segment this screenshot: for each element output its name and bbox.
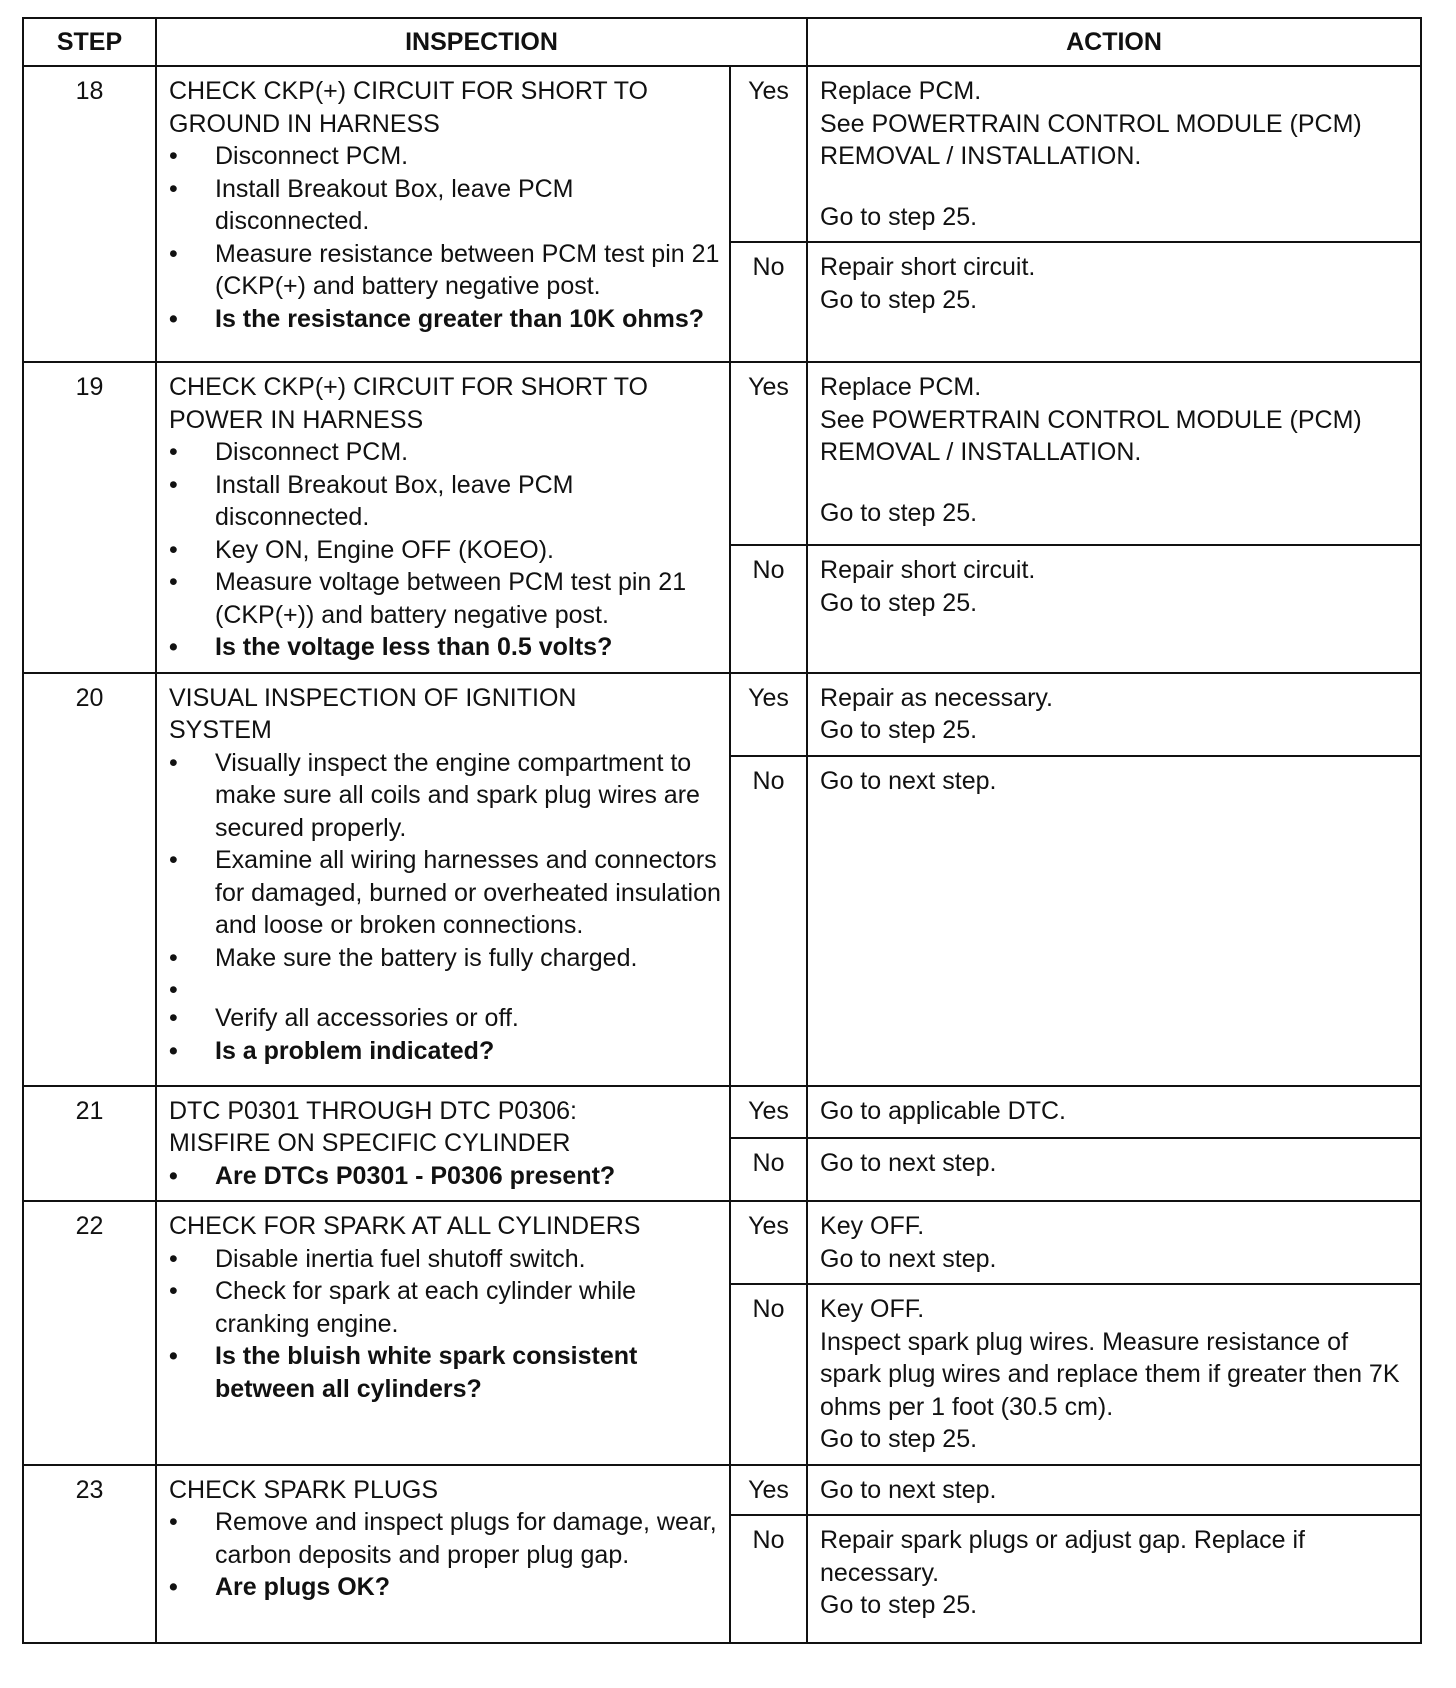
action-yes <box>807 1201 1421 1284</box>
action-line: Go to next step. <box>820 766 997 795</box>
step-18-block <box>23 66 1421 362</box>
inspection-bullet: • Remove and inspect plugs for damage, wear, carbon deposits and proper plug gap. <box>169 1506 723 1571</box>
header-step: STEP <box>23 18 156 66</box>
step-21-block <box>23 1086 1421 1202</box>
action-line: Go to next step. <box>820 1149 997 1178</box>
answer-no: No <box>730 1284 807 1465</box>
inspection-cell <box>156 66 730 362</box>
answer-no: No <box>730 545 807 672</box>
action-line: REMOVAL / INSTALLATION. <box>820 438 1142 466</box>
step-19-block <box>23 362 1421 673</box>
inspection-cell <box>156 362 730 673</box>
action-line: Key OFF. <box>820 1212 925 1240</box>
inspection-bullet: • Make sure the battery is fully charged. <box>169 942 723 975</box>
inspection-title: CHECK CKP(+) CIRCUIT FOR SHORT TO <box>169 77 649 105</box>
step-number: 19 <box>23 362 156 673</box>
step-21-yes-row <box>23 1086 1421 1139</box>
inspection-question: • Are DTCs P0301 - P0306 present? <box>169 1160 723 1193</box>
action-no <box>807 1515 1421 1643</box>
action-line: Repair as necessary. <box>820 683 1053 712</box>
inspection-title: SYSTEM <box>169 716 272 744</box>
answer-yes: Yes <box>730 1201 807 1284</box>
step-23-block <box>23 1465 1421 1644</box>
action-line: Go to step 25. <box>820 202 978 231</box>
step-number: 18 <box>23 66 156 362</box>
action-yes <box>807 1086 1421 1139</box>
answer-no: No <box>730 1138 807 1201</box>
inspection-title: GROUND IN HARNESS <box>169 109 440 138</box>
step-number: 21 <box>23 1086 156 1202</box>
step-number: 20 <box>23 673 156 1086</box>
inspection-bullet: • Disable inertia fuel shutoff switch. <box>169 1243 723 1276</box>
action-line: REMOVAL / INSTALLATION. <box>820 142 1142 170</box>
answer-no: No <box>730 242 807 362</box>
action-line: Go to step 25. <box>820 1425 978 1453</box>
action-no <box>807 545 1421 672</box>
inspection-question: • Are plugs OK? <box>169 1571 723 1604</box>
step-19-yes-row <box>23 362 1421 545</box>
spacer <box>820 173 1416 201</box>
action-line: Repair spark plugs or adjust gap. Replace if necessary. <box>820 1526 1306 1587</box>
header-action: ACTION <box>807 18 1421 66</box>
action-yes <box>807 673 1421 756</box>
step-22-block <box>23 1201 1421 1465</box>
answer-no: No <box>730 756 807 1086</box>
action-line: Inspect spark plug wires. Measure resistance of spark plug wires and replace them if greater then 7K ohms per 1 foot (30.5 cm). <box>820 1327 1400 1421</box>
inspection-bullet: • Verify all accessories or off. <box>169 1002 723 1035</box>
answer-yes: Yes <box>730 362 807 545</box>
step-18-yes-row <box>23 66 1421 242</box>
action-line: Go to next step. <box>820 1244 997 1273</box>
step-number: 22 <box>23 1201 156 1465</box>
inspection-question: • Is the bluish white spark consistent between all cylinders? <box>169 1340 723 1405</box>
action-line: Go to next step. <box>820 1475 997 1504</box>
inspection-title: CHECK CKP(+) CIRCUIT FOR SHORT TO <box>169 373 649 401</box>
inspection-question: • Is the voltage less than 0.5 volts? <box>169 631 723 664</box>
step-20-yes-row <box>23 673 1421 756</box>
answer-yes: Yes <box>730 673 807 756</box>
action-line: Go to applicable DTC. <box>820 1096 1066 1125</box>
step-22-yes-row <box>23 1201 1421 1284</box>
action-line: Repair short circuit. <box>820 556 1036 585</box>
spacer <box>820 469 1416 497</box>
step-number: 23 <box>23 1465 156 1644</box>
inspection-bullet: • Install Breakout Box, leave PCM disconnected. <box>169 469 723 534</box>
inspection-bullet: • Key ON, Engine OFF (KOEO). <box>169 534 723 567</box>
answer-yes: Yes <box>730 1465 807 1516</box>
action-line: Repair short circuit. <box>820 253 1036 281</box>
inspection-bullet: • Examine all wiring harnesses and connectors for damaged, burned or overheated insulation and loose or broken connections. <box>169 844 723 942</box>
inspection-title: DTC P0301 THROUGH DTC P0306: <box>169 1096 577 1125</box>
inspection-cell <box>156 1086 730 1202</box>
inspection-bullet: • Measure voltage between PCM test pin 21 (CKP(+)) and battery negative post. <box>169 566 723 631</box>
action-line: Go to step 25. <box>820 588 978 617</box>
answer-yes: Yes <box>730 1086 807 1139</box>
diagnostic-table <box>22 17 1422 1644</box>
action-no <box>807 756 1421 1086</box>
inspection-bullet: • Disconnect PCM. <box>169 436 723 469</box>
action-line: Go to step 25. <box>820 716 978 744</box>
header-inspection: INSPECTION <box>156 18 807 66</box>
spacer <box>169 974 723 1002</box>
action-line: Go to step 25. <box>820 498 978 527</box>
answer-no: No <box>730 1515 807 1643</box>
inspection-cell <box>156 1201 730 1465</box>
inspection-bullet: • Visually inspect the engine compartment to make sure all coils and spark plug wires are secured properly. <box>169 747 723 845</box>
action-yes <box>807 1465 1421 1516</box>
inspection-title: POWER IN HARNESS <box>169 405 424 434</box>
action-no <box>807 242 1421 362</box>
inspection-title: MISFIRE ON SPECIFIC CYLINDER <box>169 1129 571 1157</box>
action-line: See POWERTRAIN CONTROL MODULE (PCM) <box>820 109 1362 138</box>
inspection-bullet: • Measure resistance between PCM test pin 21 (CKP(+) and battery negative post. <box>169 238 723 303</box>
step-23-yes-row <box>23 1465 1421 1516</box>
inspection-title: VISUAL INSPECTION OF IGNITION <box>169 683 577 712</box>
inspection-bullet: • Disconnect PCM. <box>169 140 723 173</box>
action-no <box>807 1138 1421 1201</box>
inspection-bullet: • Install Breakout Box, leave PCM disconnected. <box>169 173 723 238</box>
step-20-block <box>23 673 1421 1086</box>
answer-yes: Yes <box>730 66 807 242</box>
action-line: Replace PCM. <box>820 77 982 105</box>
action-no <box>807 1284 1421 1465</box>
action-yes <box>807 66 1421 242</box>
header-row <box>23 18 1421 66</box>
action-yes <box>807 362 1421 545</box>
inspection-question: • Is the resistance greater than 10K ohms? <box>169 303 723 336</box>
action-line: Go to step 25. <box>820 285 978 314</box>
inspection-cell <box>156 673 730 1086</box>
action-line: Replace PCM. <box>820 373 982 401</box>
inspection-bullet: • Check for spark at each cylinder while cranking engine. <box>169 1275 723 1340</box>
inspection-title: CHECK SPARK PLUGS <box>169 1475 439 1504</box>
inspection-cell <box>156 1465 730 1644</box>
action-line: Go to step 25. <box>820 1591 978 1619</box>
inspection-title: CHECK FOR SPARK AT ALL CYLINDERS <box>169 1212 641 1240</box>
inspection-question: • Is a problem indicated? <box>169 1035 723 1068</box>
action-line: See POWERTRAIN CONTROL MODULE (PCM) <box>820 405 1362 434</box>
action-line: Key OFF. <box>820 1295 925 1323</box>
